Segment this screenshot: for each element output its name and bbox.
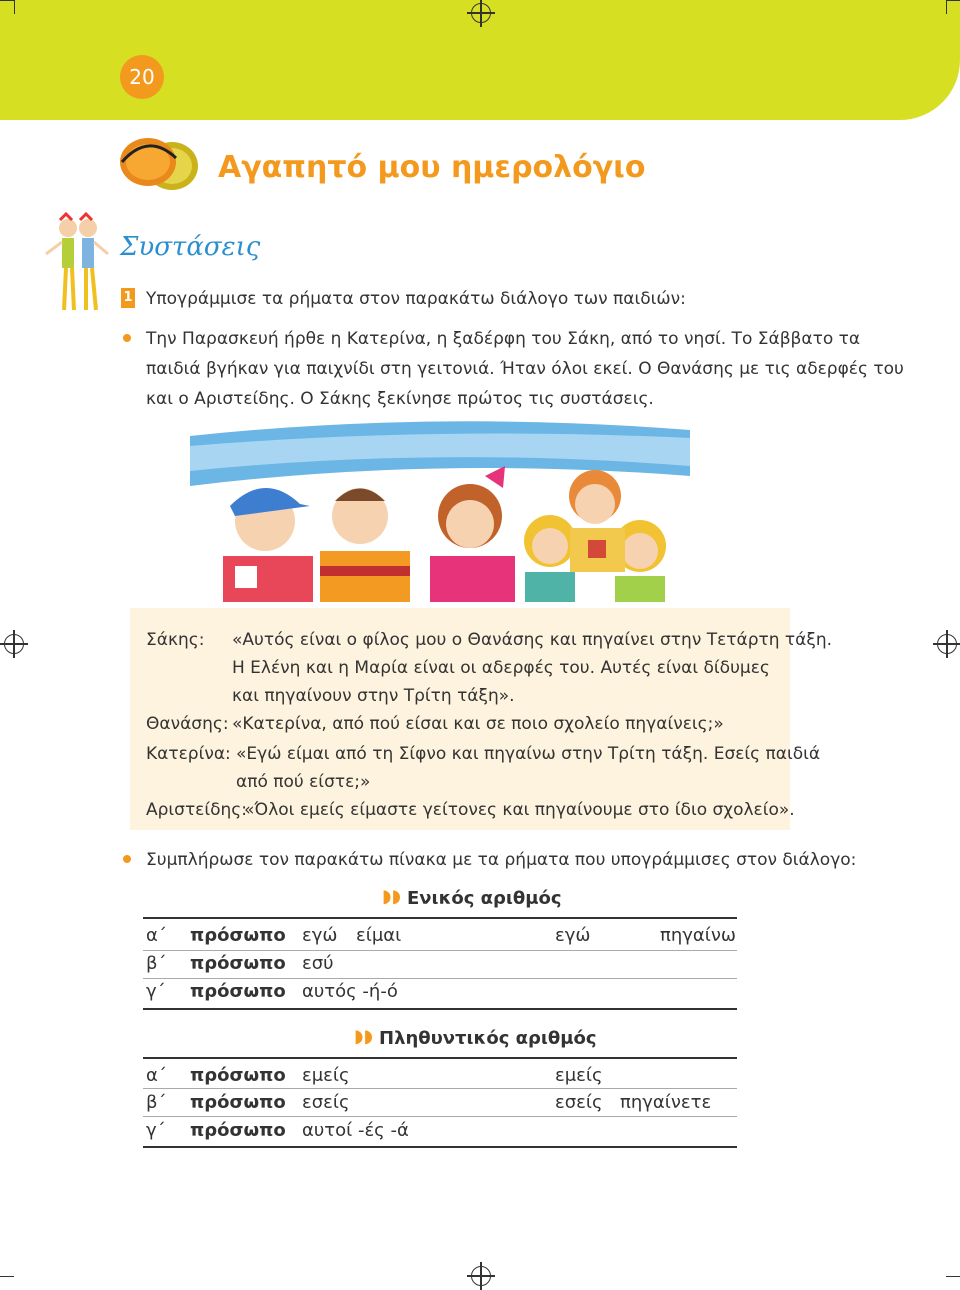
dialog-speaker: Αριστείδης: — [146, 800, 248, 820]
row-person: γ΄ — [146, 981, 166, 1002]
intro-line: παιδιά βγήκαν για παιχνίδι στη γειτονιά. Ήταν όλοι εκεί. Ο Θανάσης με τις αδερφές του — [146, 359, 904, 379]
exercise-number: 1 — [121, 288, 135, 308]
row-label: πρόσωπο — [190, 1065, 286, 1086]
row-label: πρόσωπο — [190, 1092, 286, 1113]
row-label: πρόσωπο — [190, 953, 286, 974]
dialog-line: από πού είστε;» — [236, 772, 371, 792]
row-person: β΄ — [146, 953, 167, 974]
row-person: α΄ — [146, 925, 167, 946]
row-pronoun: εσύ — [302, 953, 334, 974]
row-pronoun2: εσείς — [555, 1092, 603, 1113]
page-number: 20 — [120, 55, 164, 99]
crop-mark — [0, 0, 14, 1]
row-pronoun2: εγώ — [555, 925, 591, 946]
double-arrow-icon: ◗◗ — [354, 1026, 373, 1047]
crop-mark — [946, 1276, 960, 1277]
row-person: γ΄ — [146, 1120, 166, 1141]
row-pronoun: εγώ — [302, 925, 338, 946]
row-verb: είμαι — [356, 925, 402, 946]
kids-figure-illustration — [42, 210, 114, 318]
section-heading: Συστάσεις — [120, 232, 261, 262]
table-rule — [143, 1057, 737, 1059]
table-rule — [143, 917, 737, 919]
row-person: β΄ — [146, 1092, 167, 1113]
dialog-speaker: Θανάσης: — [146, 714, 229, 734]
dialog-speaker: Σάκης: — [146, 630, 205, 650]
double-arrow-icon: ◗◗ — [382, 886, 401, 907]
row-pronoun2: εμείς — [555, 1065, 603, 1086]
bullet-icon — [123, 855, 131, 863]
row-verb2: πηγαίνω — [660, 925, 736, 946]
dialog-line: «Όλοι εμείς είμαστε γείτονες και πηγαίνουμε στο ίδιο σχολείο». — [244, 800, 795, 820]
bullet-icon — [123, 334, 131, 342]
row-label: πρόσωπο — [190, 981, 286, 1002]
crop-mark — [14, 0, 15, 14]
crop-mark — [0, 1276, 14, 1277]
exercise-instruction: Υπογράμμισε τα ρήματα στον παρακάτω διάλογο των παιδιών: — [146, 289, 686, 309]
row-label: πρόσωπο — [190, 1120, 286, 1141]
page-title: Αγαπητό μου ημερολόγιο — [218, 150, 646, 185]
plural-title: Πληθυντικός αριθμός — [379, 1028, 597, 1049]
dialog-line: και πηγαίνουν στην Τρίτη τάξη». — [232, 686, 515, 706]
row-pronoun: εσείς — [302, 1092, 350, 1113]
crop-mark — [946, 0, 960, 1]
registration-mark-icon — [471, 3, 491, 23]
row-pronoun: αυτός -ή-ό — [302, 981, 398, 1002]
row-pronoun: αυτοί -ές -ά — [302, 1120, 409, 1141]
halved-fruit-icon — [118, 132, 200, 194]
registration-mark-icon — [471, 1266, 491, 1286]
intro-line: Την Παρασκευή ήρθε η Κατερίνα, η ξαδέρφη του Σάκη, από το νησί. Το Σάββατο τα — [146, 329, 861, 349]
row-verb2: πηγαίνετε — [620, 1092, 712, 1113]
row-pronoun: εμείς — [302, 1065, 350, 1086]
dialog-line: «Κατερίνα, από πού είσαι και σε ποιο σχολείο πηγαίνεις;» — [232, 714, 724, 734]
row-person: α΄ — [146, 1065, 167, 1086]
dialog-speaker: Κατερίνα: — [146, 744, 231, 764]
task-instruction: Συμπλήρωσε τον παρακάτω πίνακα με τα ρήματα που υπογράμμισες στον διάλογο: — [146, 850, 857, 870]
singular-title: Ενικός αριθμός — [407, 888, 562, 909]
registration-mark-icon — [937, 634, 957, 654]
dialog-line: «Αυτός είναι ο φίλος μου ο Θανάσης και πηγαίνει στην Τετάρτη τάξη. — [232, 630, 833, 650]
table-rule — [143, 1008, 737, 1010]
crop-mark — [946, 0, 947, 14]
dialog-line: Η Ελένη και η Μαρία είναι οι αδερφές του. Αυτές είναι δίδυμες — [232, 658, 770, 678]
intro-line: και ο Αριστείδης. Ο Σάκης ξεκίνησε πρώτος τις συστάσεις. — [146, 389, 654, 409]
registration-mark-icon — [4, 634, 24, 654]
table-rule — [143, 1146, 737, 1148]
row-label: πρόσωπο — [190, 925, 286, 946]
children-illustration — [185, 416, 695, 602]
dialog-line: «Εγώ είμαι από τη Σίφνο και πηγαίνω στην Τρίτη τάξη. Εσείς παιδιά — [236, 744, 821, 764]
